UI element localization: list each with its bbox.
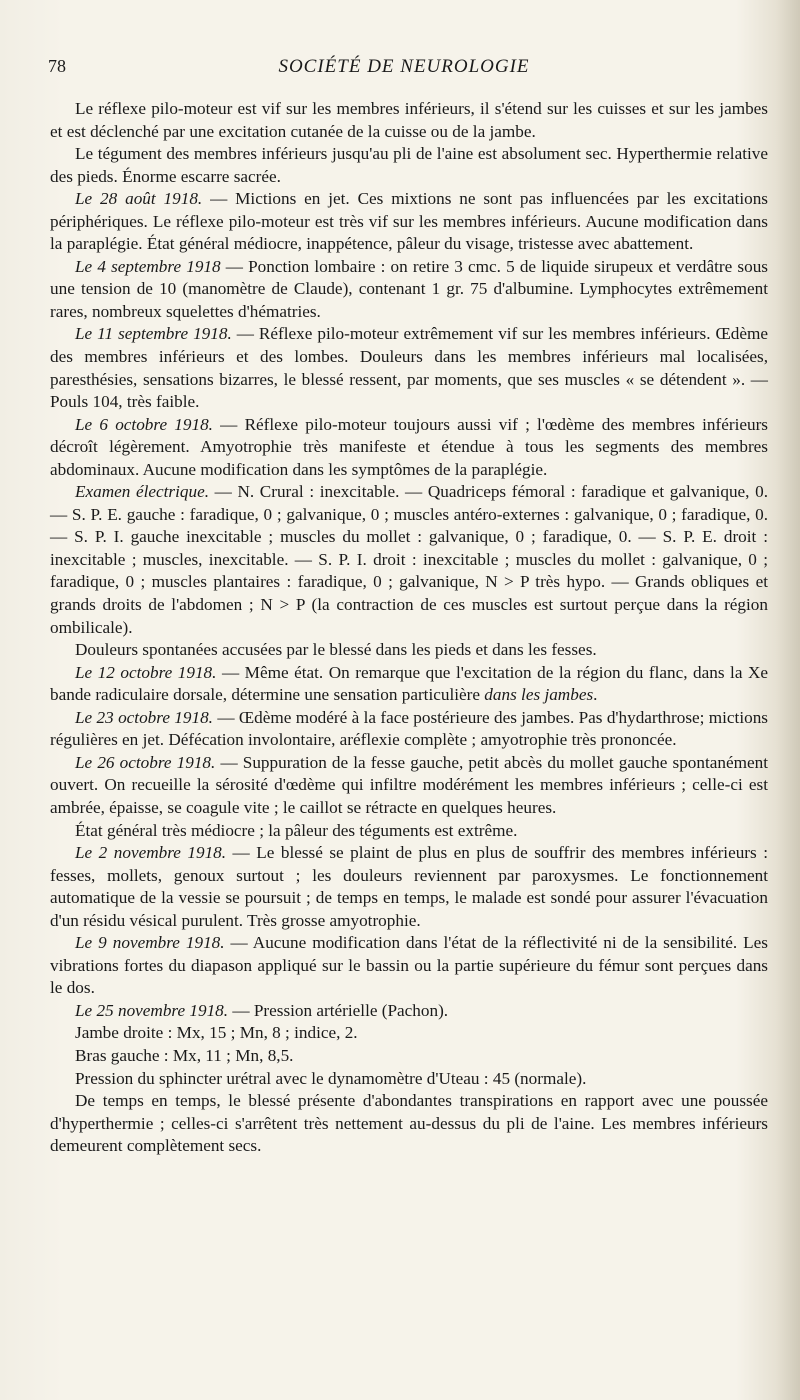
- paragraph-text: — Aucune modification dans l'état de la réflectivité ni de la sensibilité. Les vibrations fortes du diapason appliqué sur le bassin ou la partie supérieure du fémur sont perçues dans le dos.: [50, 933, 768, 998]
- paragraph-text: — Ponction lombaire : on retire 3 cmc. 5 de liquide sirupeux et verdâtre sous une tension de 10 (manomètre de Claude), contenant 1 gr. 75 d'albumine. Lymphocytes extrêmement rares, nombreux squelettes d'hématries.: [50, 256, 768, 321]
- paragraph-text: — Suppuration de la fesse gauche, petit abcès du mollet gauche spontanément ouvert. On recueille la sérosité d'œdème qui infiltre modérément les membres inférieurs ; celle-ci est ambrée, épaisse, se coagule vite ; le caillot se rétracte en quelques heures.: [50, 752, 768, 817]
- paragraph-text: — Pression artérielle (Pachon).: [228, 1000, 449, 1020]
- paragraph-text: Bras gauche : Mx, 11 ; Mn, 8,5.: [75, 1045, 294, 1065]
- paragraph-text: — N. Crural : inexcitable. — Quadriceps fémoral : faradique et galvanique, 0. — S. P. E. gauche : faradique, 0 ; galvanique, 0 ; muscles antéro-externes : galvanique, 0 ; faradique, 0. — S. P. I. gauche inexcitable ; muscles du mollet : galvanique, 0 ; faradique, 0. — S. P. E. droit : inexcitable ; muscles, inexcitable. — S. P. I. droit : inexcitable ; muscles du mollet : galvanique, 0 ; faradique, 0 ; muscles plantaires : faradique, 0 ; galvanique, N > P très hypo. — Grands obliques et grands droits de l'abdomen ; N > P (la contraction de ces muscles est surtout perçue dans la région ombilicale).: [50, 482, 768, 637]
- paragraph: [50, 1000, 768, 1023]
- paragraph-text: — Mictions en jet. Ces mixtions ne sont pas influencées par les excitations périphériques. Le réflexe pilo-moteur est très vif sur les membres inférieurs. Aucune modification dans la paraplégie. État général médiocre, inappétence, pâleur du visage, tristesse avec abattement.: [50, 189, 769, 254]
- paragraph: [50, 256, 768, 324]
- paragraph-text: De temps en temps, le blessé présente d'abondantes transpirations en rapport avec une poussée d'hyperthermie ; celles-ci s'arrêtent très nettement au-dessus du pli de l'aine. Les membres inférieurs demeurent complètement secs.: [50, 1091, 768, 1156]
- paragraph: [50, 98, 768, 143]
- paragraph: [50, 662, 768, 707]
- entry-date: Le 12 octobre 1918.: [75, 662, 217, 682]
- paragraph-text: — Le blessé se plaint de plus en plus de souffrir des membres inférieurs : fesses, mollets, genoux surtout ; les douleurs reviennent par paroxysmes. Le fonctionnement automatique de la vessie se poursuit ; de temps en temps, le malade est sondé pour assurer l'évacuation d'un résidu vésical purulent. Très grosse amyotrophie.: [50, 843, 768, 930]
- paragraph: [50, 414, 768, 482]
- paragraph: [50, 1045, 768, 1068]
- paragraph-text: — Réflexe pilo-moteur extrêmement vif sur les membres inférieurs. Œdème des membres inférieurs et des lombes. Douleurs dans les membres inférieurs mal localisées, paresthésies, sensations bizarres, le blessé ressent, par moments, que ses muscles « se détendent ». — Pouls 104, très faible.: [50, 324, 768, 412]
- entry-date: Le 9 novembre 1918.: [75, 933, 225, 953]
- page-header: [48, 56, 760, 82]
- entry-date: Examen électrique.: [75, 482, 209, 502]
- paragraph-text: Le tégument des membres inférieurs jusqu'au pli de l'aine est absolument sec. Hyperthermie relative des pieds. Énorme escarre sacrée.: [50, 144, 768, 186]
- paragraph-tail: .: [593, 685, 598, 705]
- emphasized-text: dans les jambes: [484, 685, 594, 705]
- entry-date: Le 28 août 1918.: [75, 189, 203, 209]
- paragraph-text: Le réflexe pilo-moteur est vif sur les membres inférieurs, il s'étend sur les cuisses et sur les jambes et est déclenché par une excitation cutanée de la cuisse ou de la jambe.: [50, 99, 768, 141]
- paragraph: [50, 820, 768, 843]
- paragraph: [50, 932, 768, 1000]
- page-number: 78: [48, 56, 66, 76]
- paragraph: [50, 639, 768, 662]
- paragraph-text: Jambe droite : Mx, 15 ; Mn, 8 ; indice, 2.: [75, 1023, 358, 1043]
- running-title: SOCIÉTÉ DE NEUROLOGIE: [278, 56, 530, 77]
- entry-date: Le 2 novembre 1918.: [75, 843, 227, 863]
- paragraph-text: Douleurs spontanées accusées par le blessé dans les pieds et dans les fesses.: [75, 640, 597, 660]
- entry-date: Le 6 octobre 1918.: [75, 414, 213, 434]
- paragraph: [50, 1068, 768, 1091]
- paragraph: [50, 707, 768, 752]
- paragraph: [50, 1090, 768, 1158]
- paragraph: [50, 188, 768, 256]
- body-text: [50, 98, 768, 1158]
- entry-date: Le 11 septembre 1918.: [75, 324, 232, 344]
- entry-date: Le 4 septembre 1918: [75, 256, 221, 276]
- paragraph: [50, 143, 768, 188]
- entry-date: Le 23 octobre 1918.: [75, 707, 213, 727]
- paragraph-text: — Réflexe pilo-moteur toujours aussi vif ; l'œdème des membres inférieurs décroît légèrement. Amyotrophie très manifeste et étendue à tous les segments des membres abdominaux. Aucune modification dans les symptômes de la paraplégie.: [50, 414, 768, 479]
- entry-date: Le 25 novembre 1918.: [75, 1000, 229, 1020]
- paragraph-text: Pression du sphincter urétral avec le dynamomètre d'Uteau : 45 (normale).: [75, 1068, 587, 1088]
- paragraph-text: État général très médiocre ; la pâleur des téguments est extrême.: [75, 820, 518, 840]
- paragraph: [50, 1022, 768, 1045]
- entry-date: Le 26 octobre 1918.: [75, 752, 216, 772]
- paragraph-text: — Œdème modéré à la face postérieure des jambes. Pas d'hydarthrose; mictions régulières en jet. Défécation involontaire, aréflexie complète ; amyotrophie très prononcée.: [50, 707, 768, 750]
- paragraph: [50, 842, 768, 932]
- paragraph-text: — Même état. On remarque que l'excitation de la région du flanc, dans la Xe bande radiculaire dorsale, détermine une sensation particulière: [50, 662, 768, 705]
- paragraph: [50, 752, 768, 820]
- paragraph: [50, 323, 768, 413]
- paragraph: [50, 481, 768, 639]
